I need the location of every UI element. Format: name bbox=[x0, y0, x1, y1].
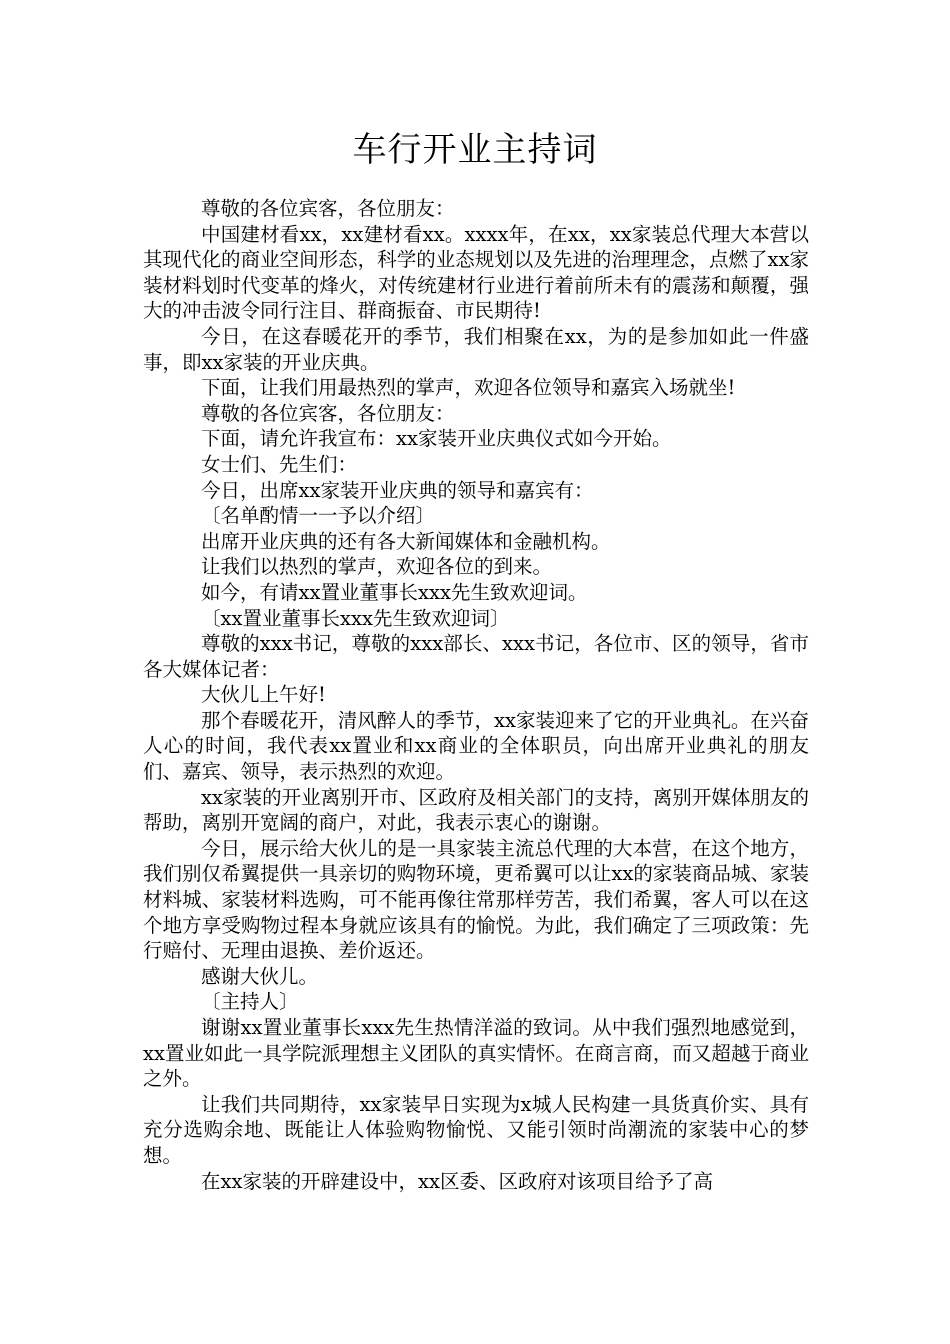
paragraph: 〔xx置业董事长xxx先生致欢迎词〕 bbox=[201, 606, 510, 630]
paragraph: 〔主持人〕 bbox=[201, 990, 299, 1014]
paragraph: 大伙儿上午好! bbox=[201, 683, 326, 707]
paragraph: 让我们共同期待，xx家装早日实现为x城人民构建一具货真价实、具有充分选购余地、既能让人体验购物愉悦、又能引领时尚潮流的家装中心的梦想。 bbox=[143, 1092, 809, 1167]
paragraph: 在xx家装的开辟建设中，xx区委、区政府对该项目给予了高 bbox=[201, 1169, 713, 1193]
paragraph: 让我们以热烈的掌声，欢迎各位的到来。 bbox=[201, 555, 553, 579]
paragraph: 尊敬的各位宾客，各位朋友： bbox=[201, 401, 455, 425]
paragraph: xx家装的开业离别开市、区政府及相关部门的支持，离别开媒体朋友的帮助，离别开宽阔的商户，对此，我表示衷心的谢谢。 bbox=[143, 785, 809, 835]
paragraph: 尊敬的xxx书记，尊敬的xxx部长、xxx书记，各位市、区的领导，省市各大媒体记者： bbox=[143, 632, 809, 681]
paragraph: 感谢大伙儿。 bbox=[201, 964, 319, 988]
paragraph: 尊敬的各位宾客，各位朋友： bbox=[201, 197, 455, 220]
paragraph: 中国建材看xx，xx建材看xx。xxxx年，在xx，xx家装总代理大本营以其现代化的商业空间形态，科学的业态规划以及先进的治理理念，点燃了xx家装材料划时代变革的烽火，对传统建材行业进行着前所未有的震荡和颠覆，强大的冲击波令同行注目、群商振奋、市民期待! bbox=[143, 222, 809, 323]
paragraph: 出席开业庆典的还有各大新闻媒体和金融机构。 bbox=[201, 529, 611, 553]
paragraph: 〔名单酌情一一予以介绍〕 bbox=[201, 504, 436, 528]
paragraph: 女士们、先生们： bbox=[201, 452, 358, 476]
document-title: 车行开业主持词 bbox=[352, 130, 598, 170]
paragraph: 下面，让我们用最热烈的掌声，欢迎各位领导和嘉宾入场就坐! bbox=[201, 376, 736, 400]
paragraph: 今日，展示给大伙儿的是一具家装主流总代理的大本营，在这个地方，我们别仅希翼提供一具亲切的购物环境，更希翼可以让xx的家装商品城、家装材料城、家装材料选购，可不能再像往常那样劳苦，我们希翼，客人可以在这个地方享受购物过程本身就应该具有的愉悦。为此，我们确定了三项政策：先行赔付、无理由退换、差价返还。 bbox=[143, 836, 809, 963]
paragraph: 那个春暖花开，清风醉人的季节，xx家装迎来了它的开业典礼。在兴奋人心的时间，我代表xx置业和xx商业的全体职员，向出席开业典礼的朋友们、嘉宾、领导，表示热烈的欢迎。 bbox=[143, 708, 809, 784]
paragraph: 今日，出席xx家装开业庆典的领导和嘉宾有： bbox=[201, 478, 594, 502]
document-body bbox=[143, 196, 809, 1194]
paragraph: 今日，在这春暖花开的季节，我们相聚在xx，为的是参加如此一件盛事，即xx家装的开业庆典。 bbox=[143, 324, 809, 374]
paragraph: 如今，有请xx置业董事长xxx先生致欢迎词。 bbox=[201, 580, 588, 604]
paragraph: 谢谢xx置业董事长xxx先生热情洋溢的致词。从中我们强烈地感觉到，xx置业如此一具学院派理想主义团队的真实情怀。在商言商，而又超越于商业之外。 bbox=[143, 1016, 809, 1091]
paragraph: 下面，请允许我宣布：xx家装开业庆典仪式如今开始。 bbox=[201, 427, 672, 451]
